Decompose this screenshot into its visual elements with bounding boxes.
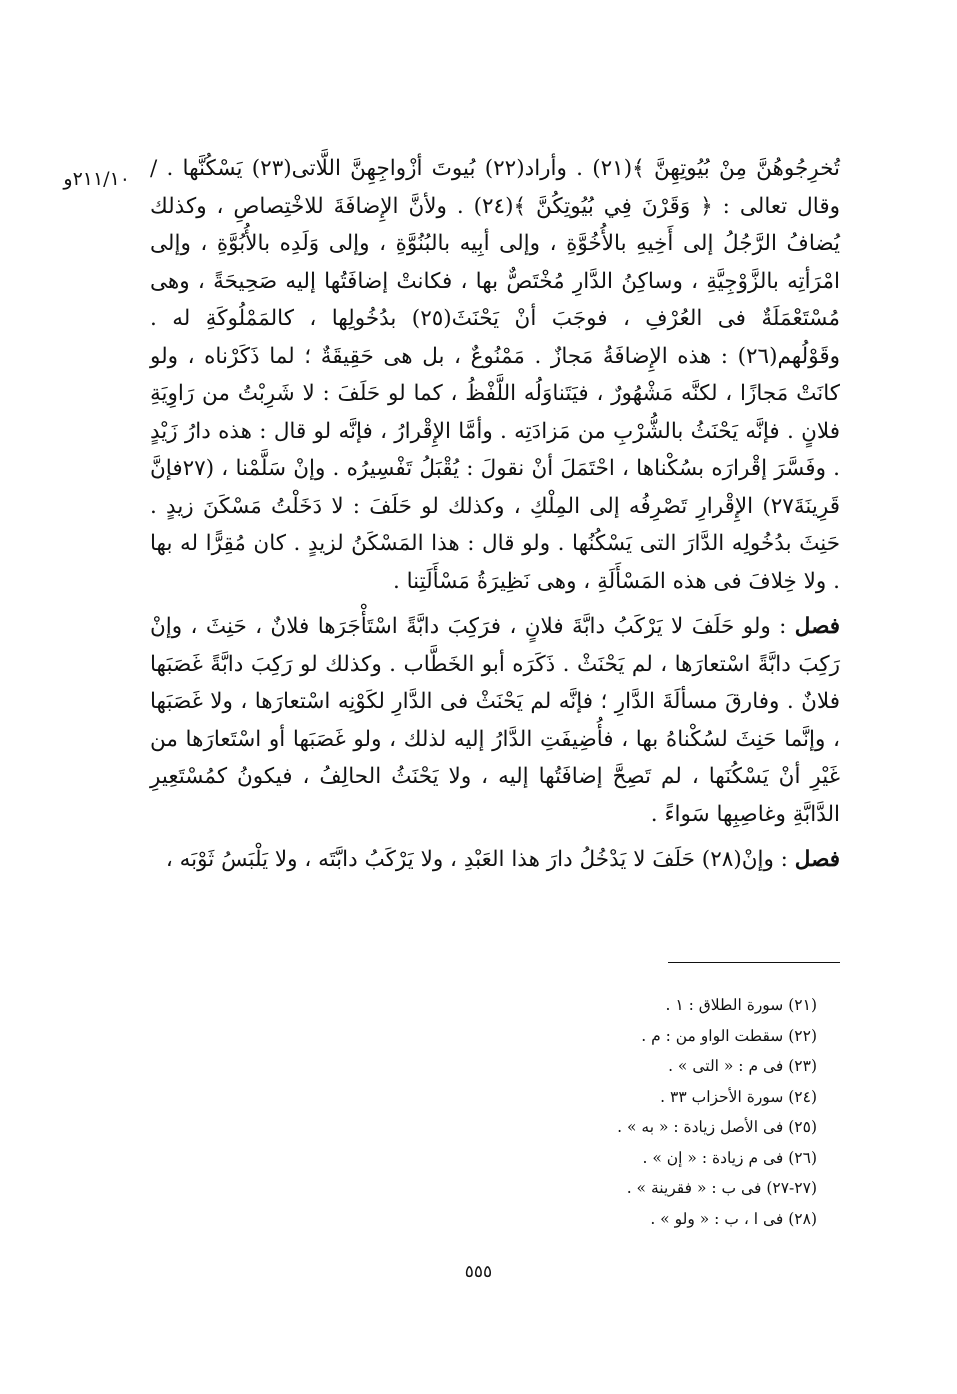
footnote: (٢٢) سقطت الواو من : م . [641, 1026, 817, 1045]
paragraph-1 [150, 150, 840, 600]
page-number: ٥٥٥ [464, 1262, 493, 1282]
paragraph-2-text: : ولو حَلَفَ لا يَرْكَبُ دابَّةَ فلانٍ ، فرَكِبَ دابَّةً اسْتَأْجَرَها فلانٌ ، حَنِثَ ، وإنْ رَكِبَ دابَّةً اسْتعارَها ، لم يَحْنَثْ . ذَكَرَه أبو الخَطَّاب . وكذلك لو رَكِبَ دابَّةً غَصَبَها فلانٌ . وفارقَ مسألَةَ الدَّارِ ؛ فإنَّه لم يَحْنَثْ فى الدَّارِ لكَوْنِه اسْتعارَها ، ولا غَصَبَها ، وإنَّما حَنِثَ لسُكْناهُ بها ، فأُضِيفَتِ الدَّارُ إليه لذلك ، ولو غَصَبَها أو اسْتَعارَها من غَيْرِ أنْ يَسْكُنَها ، لم تَصِحَّ إضافَتُها إليه ، ولا يَحْنَثُ الحالِفُ ، فيكونُ كمُسْتَعِيرِ الدَّابَّةِ وغاصِبِها سَواءً . [150, 614, 840, 827]
section-label: فصل [794, 614, 841, 639]
footnote: (٢٥) فى الأصل زيادة : « به » . [617, 1118, 817, 1136]
paragraph-2 [150, 608, 840, 833]
paragraph-1-text: تُخرِجُوهُنَّ مِنْ بُيُوتِهِنَّ ﴾(٢١) . وأراد(٢٢) بُيوتَ أزْواجِهِنَّ اللَّاتى(٢٣) يَسْكُنَّها . / وقال تعالى : ﴿ وَقَرْنَ فِي بُيُوتِكُنَّ ﴾(٢٤) . ولأنَّ الإِضافَةَ للاخْتِصاصِ ، وكذلك يُضافُ الرَّجُلُ إلى أَخِيهِ بالأُخُوَّةِ ، وإلى أبِيه بالبُنُوَّةِ ، وإلى وَلَدِه بالأُبُوَّةِ ، وإلى امْرَأتِه بالزَّوْجِيَّةِ ، وساكِنُ الدَّارِ مُخْتَصٌّ بها ، فكانتْ إضافَتُها إليه صَحِيحَةً ، وهى مُسْتَعْمَلَةٌ فى العُرْفِ ، فوجَبَ أنْ يَحْنَثَ(٢٥) بدُخُولِها ، كالمَمْلُوكَةِ له . وقَوْلُهم(٢٦) : هذه الإِضافَةُ مَجازٌ . مَمْنُوعٌ ، بل هى حَقِيقَةٌ ؛ لما ذَكَرْناه ، ولو كانَتْ مَجازًا ، لكنَّه مَشْهُورٌ ، فيَتَناوَلُه اللَّفْظُ ، كما لو حَلَفَ : لا شَرِبْتُ من رَاوِيَةِ فلانٍ . فإنَّه يَحْنَثُ بالشُّرْبِ من مَزادَتِه . وأمَّا الإِقْرارُ ، فإنَّه لو قال : هذه دارُ زَيْدٍ . وفَسَّرَ إقْرارَه بسُكْناها ، احْتَمَلَ أنْ نقولَ : يُقْبَلُ تَفْسِيرُه . وإنْ سَلَّمْنا ، (٢٧فإنَّ قَرِينَةَ٢٧) الإِقْرارِ تَصْرِفُه إلى المِلْكِ ، وكذلك لو حَلَفَ : لا دَخَلْتُ مَسْكَنَ زيدٍ . حَنِثَ بدُخُولِه الدَّارَ التى يَسْكُنُها . ولو قال : هذا المَسْكَنُ لزيدٍ . كان مُقِرًّا له بها . ولا خِلافَ فى هذه المَسْأَلَةِ ، وهى نَظِيرَةُ مَسْأَلَتِنا . [150, 156, 841, 594]
footnote: (٢١) سورة الطلاق : ١ . [665, 996, 817, 1014]
footnotes [417, 990, 817, 1234]
main-text [150, 150, 840, 879]
margin-folio-reference: ٢١١/١٠و [63, 168, 130, 190]
paragraph-3 [150, 841, 840, 879]
footnote: (٢٤) سورة الأحزاب ٣٣ . [660, 1087, 817, 1106]
footnote: (٢٧-٢٧) فى ب : « فقرينة » . [626, 1179, 817, 1197]
footnote: (٢٣) فى م : « التى » . [668, 1057, 817, 1075]
footnote: (٢٨) فى ا ، ب : « ولو » . [650, 1209, 817, 1228]
paragraph-3-text: : وإنْ(٢٨) حَلَفَ لا يَدْخُلُ دارَ هذا العَبْدِ ، ولا يَرْكَبُ دابَّتَه ، ولا يَلْبَسُ ثَوْبَه ، [165, 847, 788, 872]
footnote: (٢٦) فى م زيادة : « إن » . [642, 1148, 817, 1167]
section-label: فصل [794, 847, 840, 872]
footnote-separator [668, 962, 840, 963]
